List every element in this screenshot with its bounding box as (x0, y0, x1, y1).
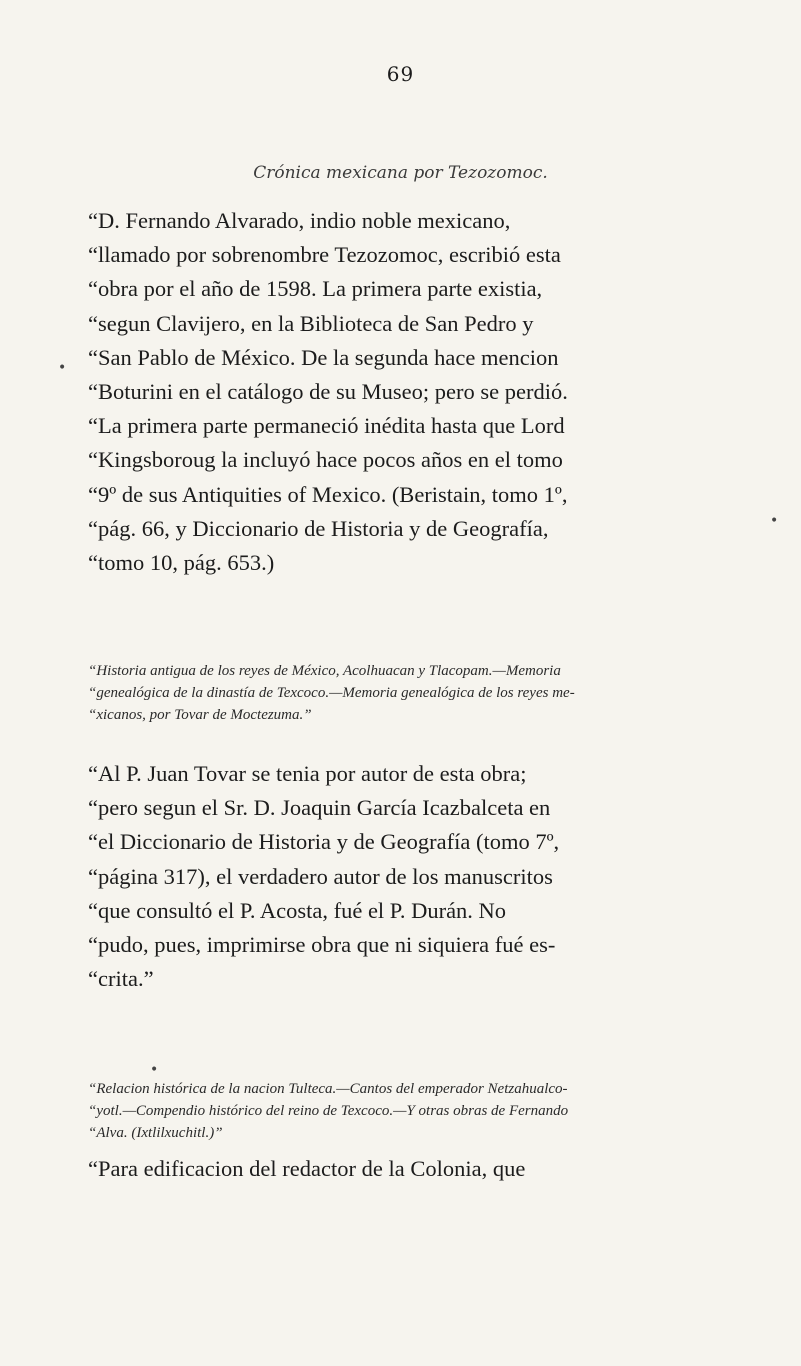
margin-dot: • (150, 1062, 159, 1078)
paragraph-colonia (88, 1152, 728, 1186)
text-line: “San Pablo de México. De la segunda hace mencion (88, 344, 559, 370)
text-line: “el Diccionario de Historia y de Geografía (tomo 7º, (88, 829, 560, 855)
text-line: “D. Fernando Alvarado, indio noble mexicano, (88, 208, 511, 233)
heading-line: “Alva. (Ixtlilxuchitl.)” (88, 1125, 223, 1141)
text-line: “pág. 66, y Diccionario de Historia y de Geografía, (88, 515, 549, 541)
text-line: “obra por el año de 1598. La primera parte existia, (88, 276, 543, 302)
text-line: “crita.” (88, 966, 154, 992)
heading-line: “Relacion histórica de la nacion Tulteca.—Cantos del emperador Netzahualco- (88, 1081, 568, 1097)
heading-line: “genealógica de la dinastía de Texcoco.—Memoria genealógica de los reyes me- (88, 685, 575, 701)
heading-line: “yotl.—Compendio histórico del reino de Texcoco.—Y otras obras de Fernando (88, 1103, 569, 1119)
margin-dot: • (770, 513, 779, 529)
text-line: “Boturini en el catálogo de su Museo; pero se perdió. (88, 379, 568, 405)
text-line: “tomo 10, pág. 653.) (88, 550, 275, 576)
paragraph-tezozomoc (88, 204, 728, 580)
heading-line: “Historia antigua de los reyes de México, Acolhuacan y Tlacopam.—Memoria (88, 663, 561, 679)
page-number: 69 (386, 62, 415, 86)
text-line: “9º de sus Antiquities of Mexico. (Beristain, tomo 1º, (88, 481, 568, 507)
text-line: “pero segun el Sr. D. Joaquin García Icazbalceta en (88, 795, 551, 821)
heading-line: “xicanos, por Tovar de Moctezuma.” (88, 707, 312, 723)
text-line: “llamado por sobrenombre Tezozomoc, escribió esta (88, 242, 561, 268)
margin-dot: • (58, 360, 67, 376)
text-line: “Kingsboroug la incluyó hace pocos años en el tomo (88, 447, 563, 473)
section-title: Crónica mexicana por Tezozomoc. (253, 163, 548, 183)
text-line: “Para edificacion del redactor de la Colonia, que (88, 1156, 526, 1181)
paragraph-tovar (88, 757, 728, 996)
text-line: “Al P. Juan Tovar se tenia por autor de esta obra; (88, 761, 527, 786)
text-line: “pudo, pues, imprimirse obra que ni siquiera fué es- (88, 932, 556, 958)
text-line: “segun Clavijero, en la Biblioteca de San Pedro y (88, 310, 534, 336)
text-line: “que consultó el P. Acosta, fué el P. Durán. No (88, 897, 507, 923)
heading-relacion-historica (88, 1078, 728, 1144)
text-line: “página 317), el verdadero autor de los manuscritos (88, 863, 553, 889)
heading-historia-antigua (88, 660, 728, 726)
text-line: “La primera parte permaneció inédita hasta que Lord (88, 413, 565, 439)
